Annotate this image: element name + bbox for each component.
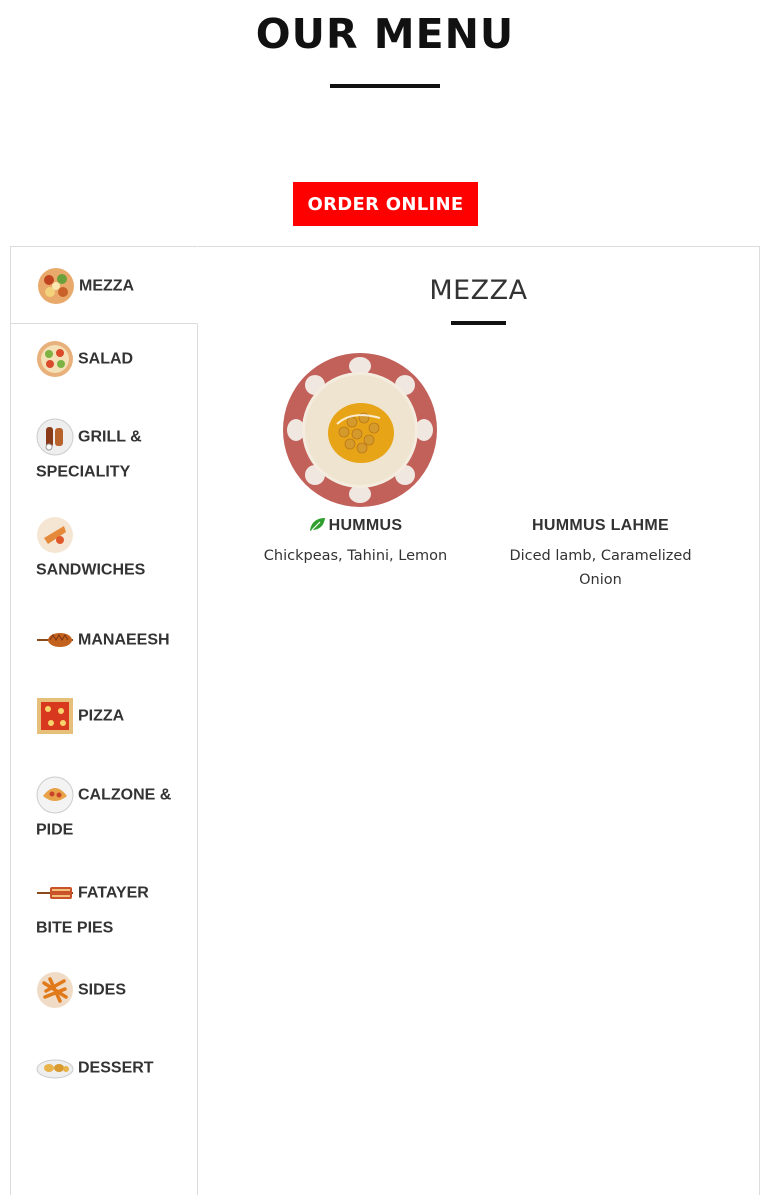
category-label: DESSERT: [78, 1059, 154, 1077]
order-online-button[interactable]: ORDER ONLINE: [293, 182, 478, 226]
section-divider: [451, 321, 506, 325]
hummus-plate-image: [282, 352, 438, 508]
category-label: MANAEESH: [78, 631, 170, 649]
sandwich-plate-icon: [36, 516, 74, 554]
vegetarian-leaf-icon: [309, 517, 326, 537]
category-tab-calzone-pide[interactable]: [10, 776, 198, 845]
category-label: SIDES: [78, 981, 127, 999]
item-name-row: [233, 517, 478, 537]
page-title: OUR MENU: [255, 10, 515, 58]
category-tab-sandwiches[interactable]: [10, 516, 198, 585]
item-name: HUMMUS: [328, 517, 403, 534]
fries-icon: [36, 971, 74, 1009]
category-tab-grill-speciality[interactable]: [10, 418, 198, 487]
category-label: MEZZA: [79, 277, 135, 295]
category-label: SANDWICHES: [36, 561, 146, 579]
title-divider: [330, 84, 440, 88]
category-tab-salad[interactable]: [10, 340, 198, 378]
category-label: GRILL & SPECIALITY: [36, 428, 142, 481]
category-tab-sides[interactable]: [10, 971, 198, 1009]
grill-plate-icon: [36, 418, 74, 456]
category-tab-pizza[interactable]: [10, 697, 198, 735]
category-label: FATAYER BITE PIES: [36, 884, 149, 937]
category-tab-fatayer-bite-pies[interactable]: [10, 874, 198, 943]
mezza-plate-icon: [37, 267, 75, 305]
category-label: SALAD: [78, 350, 134, 368]
fatayer-icon: [36, 874, 74, 912]
item-description: Diced lamb, Caramelized Onion: [509, 548, 692, 588]
item-name: HUMMUS LAHME: [532, 517, 669, 534]
category-label: PIZZA: [78, 707, 125, 725]
salad-bowl-icon: [36, 340, 74, 378]
section-title: MEZZA: [429, 275, 528, 306]
category-tab-dessert[interactable]: [10, 1049, 198, 1087]
calzone-icon: [36, 776, 74, 814]
pizza-icon: [36, 697, 74, 735]
dessert-icon: [36, 1049, 74, 1087]
category-tab-manaeesh[interactable]: [10, 621, 198, 659]
category-label: CALZONE & PIDE: [36, 786, 172, 839]
item-description: Chickpeas, Tahini, Lemon: [263, 548, 448, 564]
category-tab-mezza[interactable]: [10, 246, 198, 324]
manaeesh-icon: [36, 621, 74, 659]
